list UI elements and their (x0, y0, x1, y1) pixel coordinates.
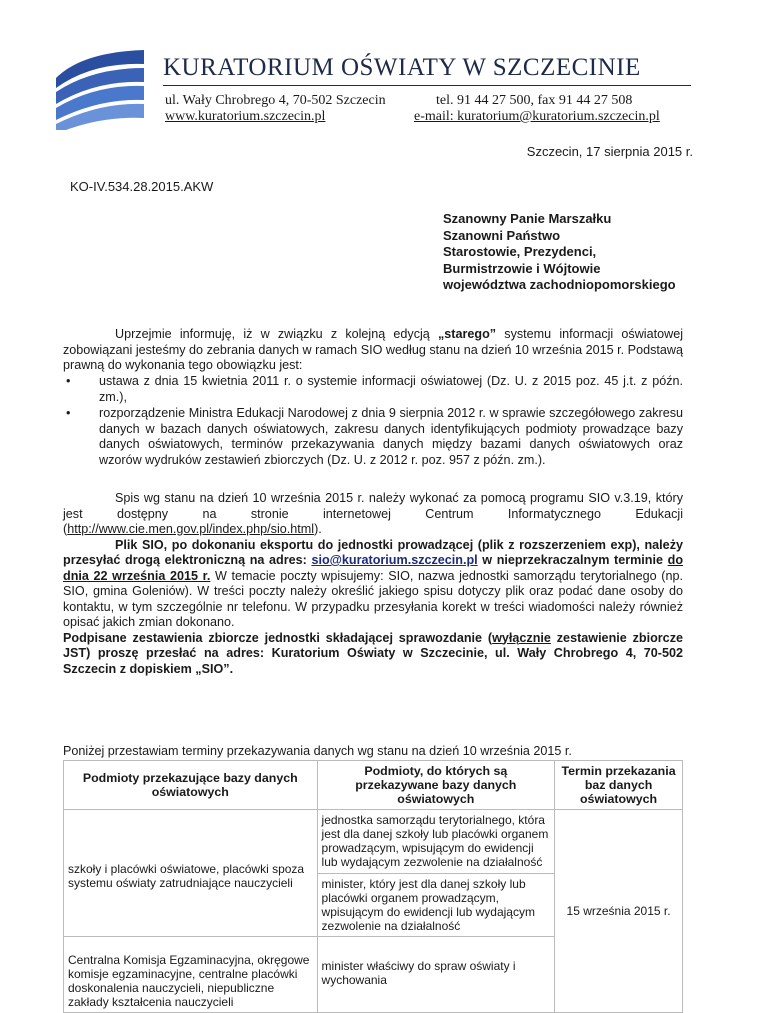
case-reference: KO-IV.534.28.2015.AKW (70, 179, 214, 194)
org-email-link[interactable]: e-mail: kuratorium@kuratorium.szczecin.pl (414, 109, 660, 124)
list-item: • ustawa z dnia 15 kwietnia 2011 r. o systemie informacji oświatowej (Dz. U. z 2015 poz. 45 j.t. z późn. zm.), (66, 374, 683, 404)
addressee-block (443, 211, 676, 294)
bullet-icon: • (66, 406, 71, 420)
table-header-row (64, 761, 683, 810)
table-cell: szkoły i placówki oświatowe, placówki spoza systemu oświaty zatrudniające nauczycieli (64, 810, 318, 937)
bullet-icon: • (66, 374, 71, 388)
deadlines-table (63, 760, 683, 1013)
intro-paragraph: Uprzejmie informuję, iż w związku z kolejną edycją „starego” systemu informacji oświatowej zobowiązani jesteśmy do zebrania danych w ramach SIO według stanu na dzień 10 września 2015 r. Podstawą prawną do wykonania tego obowiązku jest: (63, 327, 683, 372)
table-header: Podmioty, do których są przekazywane bazy danych oświatowych (317, 761, 555, 810)
table-cell: Centralna Komisja Egzaminacyjna, okręgowe komisje egzaminacyjne, centralne placówki doskonalenia nauczycieli, niepubliczne zakłady kształcenia nauczycieli (64, 937, 318, 1013)
letter-date: Szczecin, 17 sierpnia 2015 r. (526, 144, 693, 159)
instructions-paragraph: Spis wg stanu na dzień 10 września 2015 r. należy wykonać za pomocą programu SIO v.3.19, który jest dostępny na stronie internetowej Centrum Informatycznego Edukacji (http://www.cie.men.gov.pl/index.php/sio.html). Plik SIO, po dokonaniu eksportu do jednostki prowadzącej (plik z rozszerzeniem exp), należy przesyłać drogą elektroniczną na adres: sio@kuratorium.szczecin.pl w nieprzekraczalnym terminie do dnia 22 września 2015 r. W temacie poczty wpisujemy: SIO, nazwa jednostki samorządu terytorialnego (np. SIO, gmina Goleniów). W treści poczty należy określić jakiego spisu dotyczy plik oraz podać dane osoby do kontaktu, w tym szczególnie nr telefonu. W przypadku przesyłania korekt w treści wiadomości należy również opisać jakich zmian dokonano. Podpisane zestawienia zbiorcze jednostki składającej sprawozdanie (wyłącznie zestawienie zbiorcze JST) proszę przesłać na adres: Kuratorium Oświaty w Szczecinie, ul. Wały Chrobrego 4, 70-502 Szczecin z dopiskiem „SIO”. (63, 491, 684, 676)
table-row (64, 810, 683, 937)
table-cell-deadline: 15 września 2015 r. (555, 810, 683, 1013)
list-item: • rozporządzenie Ministra Edukacji Narodowej z dnia 9 sierpnia 2012 r. w sprawie szczegółowego zakresu danych w bazach danych oświatowych, zakresu danych identyfikujących podmioty prowadzące bazy danych oświatowych, terminów przekazywania danych między bazami danych oświatowych oraz wzorów wydruków zestawień zbiorczych (Dz. U. z 2012 r. poz. 957 z późn. zm.). (66, 406, 683, 467)
org-website-link[interactable]: www.kuratorium.szczecin.pl (165, 109, 326, 124)
table-cell: jednostka samorządu terytorialnego, która jest dla danej szkoły lub placówki organem prowadzącym, wpisującym do ewidencji lub wydającym zezwolenie na działalność minister, który jest dla danej szkoły lub placówki organem prowadzącym, wpisującym do ewidencji lub wydającym zezwolenie na działalność (317, 810, 555, 937)
addressee-line: Szanowny Panie Marszałku (443, 211, 612, 226)
table-cell: minister właściwy do spraw oświaty i wychowania (317, 937, 555, 1013)
org-name: KURATORIUM OŚWIATY W SZCZECINIE (163, 54, 641, 81)
addressee-line: Szanowni Państwo (443, 227, 561, 243)
header-divider (163, 85, 691, 86)
addressee-line: województwa zachodniopomorskiego (443, 277, 676, 292)
addressee-line: Burmistrzowie i Wójtowie (443, 260, 601, 276)
sio-download-link[interactable]: http://www.cie.men.gov.pl/index.php/sio.html (67, 522, 315, 536)
legal-basis-list (63, 374, 683, 468)
kuratorium-logo (52, 48, 148, 132)
addressee-line: Starostowie, Prezydenci, (443, 244, 597, 259)
org-address: ul. Wały Chrobrego 4, 70-502 Szczecin (165, 93, 386, 108)
table-header: Podmioty przekazujące bazy danych oświatowych (64, 761, 318, 810)
org-phone-fax: tel. 91 44 27 500, fax 91 44 27 508 (436, 93, 633, 108)
table-header: Termin przekazania baz danych oświatowych (555, 761, 683, 810)
sio-email-link[interactable]: sio@kuratorium.szczecin.pl (311, 553, 478, 567)
schedule-intro: Poniżej przestawiam terminy przekazywania danych wg stanu na dzień 10 września 2015 r. (63, 744, 572, 758)
